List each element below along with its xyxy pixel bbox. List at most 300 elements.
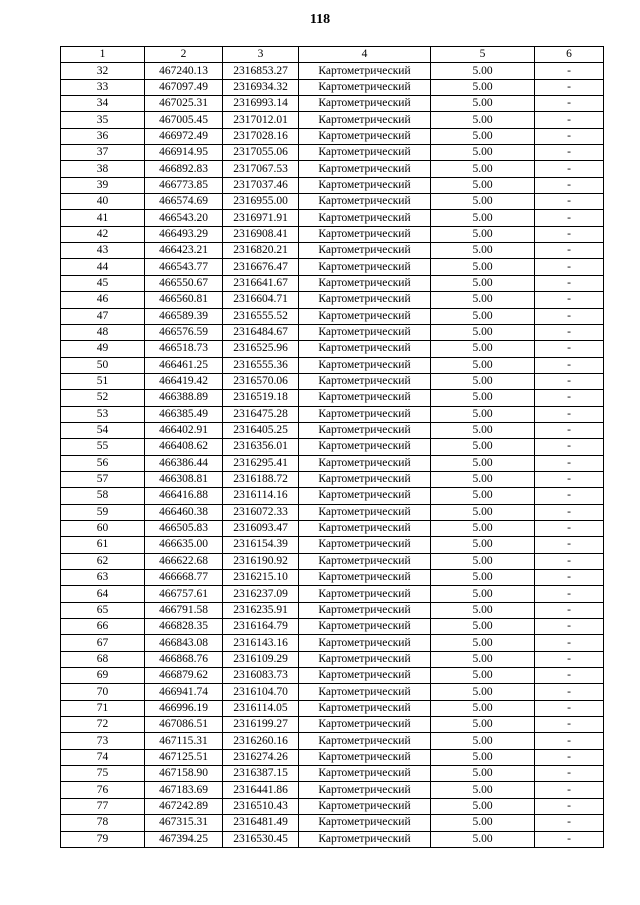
- table-cell: 5.00: [431, 161, 535, 177]
- table-cell: 2317037.46: [223, 177, 299, 193]
- table-header-row: [61, 47, 604, 63]
- table-cell: 63: [61, 570, 145, 586]
- table-cell: 43: [61, 243, 145, 259]
- table-cell: 5.00: [431, 733, 535, 749]
- table-cell: 5.00: [431, 815, 535, 831]
- table-cell: 5.00: [431, 259, 535, 275]
- table-cell: 467025.31: [145, 96, 223, 112]
- table-cell: 5.00: [431, 831, 535, 847]
- table-cell: -: [535, 815, 604, 831]
- table-cell: 5.00: [431, 292, 535, 308]
- table-cell: 5.00: [431, 602, 535, 618]
- table-cell: -: [535, 602, 604, 618]
- table-cell: 2316190.92: [223, 553, 299, 569]
- table-cell: 39: [61, 177, 145, 193]
- table-cell: 466574.69: [145, 194, 223, 210]
- table-cell: 5.00: [431, 128, 535, 144]
- table-cell: 67: [61, 635, 145, 651]
- table-cell: 5.00: [431, 798, 535, 814]
- table-cell: Картометрический: [299, 651, 431, 667]
- table-cell: 64: [61, 586, 145, 602]
- table-cell: 2316934.32: [223, 79, 299, 95]
- table-cell: Картометрический: [299, 194, 431, 210]
- table-cell: 466408.62: [145, 439, 223, 455]
- table-cell: Картометрический: [299, 128, 431, 144]
- table-cell: 2316274.26: [223, 749, 299, 765]
- table-cell: -: [535, 749, 604, 765]
- table-cell: 5.00: [431, 112, 535, 128]
- table-cell: -: [535, 341, 604, 357]
- table-cell: 44: [61, 259, 145, 275]
- table-row: [61, 161, 604, 177]
- table-cell: Картометрический: [299, 439, 431, 455]
- table-row: [61, 96, 604, 112]
- table-row: [61, 782, 604, 798]
- table-cell: Картометрический: [299, 422, 431, 438]
- table-cell: 2316295.41: [223, 455, 299, 471]
- table-cell: 5.00: [431, 390, 535, 406]
- table-cell: 38: [61, 161, 145, 177]
- table-cell: 466773.85: [145, 177, 223, 193]
- table-cell: 5.00: [431, 145, 535, 161]
- table-cell: 5.00: [431, 177, 535, 193]
- table-cell: 69: [61, 668, 145, 684]
- table-cell: -: [535, 439, 604, 455]
- table-cell: 2316215.10: [223, 570, 299, 586]
- table-cell: 467086.51: [145, 717, 223, 733]
- table-cell: Картометрический: [299, 488, 431, 504]
- table-cell: 2316820.21: [223, 243, 299, 259]
- table-cell: -: [535, 733, 604, 749]
- table-cell: -: [535, 292, 604, 308]
- table-cell: 2317055.06: [223, 145, 299, 161]
- table-cell: 2316555.52: [223, 308, 299, 324]
- table-cell: 466996.19: [145, 700, 223, 716]
- table-cell: 2316114.05: [223, 700, 299, 716]
- table-cell: -: [535, 79, 604, 95]
- table-cell: 467240.13: [145, 63, 223, 79]
- table-cell: Картометрический: [299, 619, 431, 635]
- table-cell: 35: [61, 112, 145, 128]
- table-cell: 5.00: [431, 357, 535, 373]
- table-cell: 5.00: [431, 488, 535, 504]
- table-row: [61, 357, 604, 373]
- table-row: [61, 684, 604, 700]
- table-row: [61, 63, 604, 79]
- table-cell: 5.00: [431, 700, 535, 716]
- table-cell: Картометрический: [299, 390, 431, 406]
- table-cell: 33: [61, 79, 145, 95]
- table-cell: 2316475.28: [223, 406, 299, 422]
- table-cell: 62: [61, 553, 145, 569]
- table-cell: 5.00: [431, 520, 535, 536]
- table-cell: Картометрический: [299, 259, 431, 275]
- table-cell: -: [535, 96, 604, 112]
- table-cell: 61: [61, 537, 145, 553]
- table-cell: Картометрический: [299, 145, 431, 161]
- column-header: 4: [299, 47, 431, 63]
- table-row: [61, 798, 604, 814]
- table-cell: -: [535, 668, 604, 684]
- table-row: [61, 112, 604, 128]
- table-cell: 50: [61, 357, 145, 373]
- table-row: [61, 406, 604, 422]
- table-cell: 466972.49: [145, 128, 223, 144]
- table-cell: Картометрический: [299, 112, 431, 128]
- table-row: [61, 422, 604, 438]
- table-cell: Картометрический: [299, 635, 431, 651]
- table-cell: 2316109.29: [223, 651, 299, 667]
- table-cell: 5.00: [431, 226, 535, 242]
- table-row: [61, 308, 604, 324]
- table-cell: 466791.58: [145, 602, 223, 618]
- table-cell: Картометрический: [299, 537, 431, 553]
- table-cell: 2316555.36: [223, 357, 299, 373]
- table-cell: Картометрический: [299, 553, 431, 569]
- table-cell: 467394.25: [145, 831, 223, 847]
- table-cell: 5.00: [431, 243, 535, 259]
- table-cell: 34: [61, 96, 145, 112]
- table-cell: Картометрический: [299, 324, 431, 340]
- table-cell: 2316570.06: [223, 373, 299, 389]
- table-body: [61, 63, 604, 848]
- table-cell: Картометрический: [299, 798, 431, 814]
- table-cell: 2316604.71: [223, 292, 299, 308]
- table-cell: 466550.67: [145, 275, 223, 291]
- table-cell: -: [535, 831, 604, 847]
- table-cell: 2316072.33: [223, 504, 299, 520]
- table-cell: -: [535, 161, 604, 177]
- table-cell: Картометрический: [299, 766, 431, 782]
- table-cell: 2316237.09: [223, 586, 299, 602]
- table-row: [61, 520, 604, 536]
- table-cell: 466386.44: [145, 455, 223, 471]
- table-cell: 5.00: [431, 63, 535, 79]
- table-cell: 5.00: [431, 553, 535, 569]
- table-cell: Картометрический: [299, 406, 431, 422]
- table-cell: -: [535, 112, 604, 128]
- table-row: [61, 553, 604, 569]
- table-cell: 2316154.39: [223, 537, 299, 553]
- table-cell: 466518.73: [145, 341, 223, 357]
- table-cell: -: [535, 520, 604, 536]
- table-cell: 79: [61, 831, 145, 847]
- table-cell: 54: [61, 422, 145, 438]
- table-cell: -: [535, 226, 604, 242]
- table-row: [61, 79, 604, 95]
- table-row: [61, 700, 604, 716]
- table-cell: -: [535, 194, 604, 210]
- table-cell: Картометрический: [299, 455, 431, 471]
- table-cell: 72: [61, 717, 145, 733]
- table-cell: 5.00: [431, 537, 535, 553]
- table-cell: 2316908.41: [223, 226, 299, 242]
- table-cell: 5.00: [431, 635, 535, 651]
- table-cell: Картометрический: [299, 684, 431, 700]
- table-cell: 53: [61, 406, 145, 422]
- table-row: [61, 243, 604, 259]
- table-cell: 46: [61, 292, 145, 308]
- page-number: 118: [309, 12, 331, 27]
- table-cell: -: [535, 324, 604, 340]
- table-cell: 2316164.79: [223, 619, 299, 635]
- table-cell: 467005.45: [145, 112, 223, 128]
- table-cell: Картометрический: [299, 570, 431, 586]
- table-cell: 2316853.27: [223, 63, 299, 79]
- coordinates-table: [60, 46, 604, 848]
- table-cell: 5.00: [431, 406, 535, 422]
- table-cell: 2316676.47: [223, 259, 299, 275]
- table-cell: Картометрический: [299, 504, 431, 520]
- table-row: [61, 341, 604, 357]
- table-cell: 40: [61, 194, 145, 210]
- table-cell: 59: [61, 504, 145, 520]
- table-cell: Картометрический: [299, 373, 431, 389]
- table-cell: 5.00: [431, 373, 535, 389]
- table-cell: 467097.49: [145, 79, 223, 95]
- table-cell: -: [535, 488, 604, 504]
- table-cell: 467115.31: [145, 733, 223, 749]
- table-cell: -: [535, 243, 604, 259]
- table-cell: 2316387.15: [223, 766, 299, 782]
- table-cell: 2316093.47: [223, 520, 299, 536]
- table-cell: -: [535, 537, 604, 553]
- table-cell: 466622.68: [145, 553, 223, 569]
- table-cell: Картометрический: [299, 275, 431, 291]
- table-row: [61, 275, 604, 291]
- table-cell: -: [535, 63, 604, 79]
- table-cell: 466914.95: [145, 145, 223, 161]
- table-cell: 36: [61, 128, 145, 144]
- table-cell: 45: [61, 275, 145, 291]
- table-cell: 467158.90: [145, 766, 223, 782]
- table-cell: 2316484.67: [223, 324, 299, 340]
- table-cell: 57: [61, 471, 145, 487]
- table-cell: 5.00: [431, 79, 535, 95]
- table-row: [61, 717, 604, 733]
- table-cell: 466308.81: [145, 471, 223, 487]
- table-cell: 467315.31: [145, 815, 223, 831]
- table-cell: 2316525.96: [223, 341, 299, 357]
- table-cell: 49: [61, 341, 145, 357]
- table-cell: 56: [61, 455, 145, 471]
- table-cell: 73: [61, 733, 145, 749]
- table-cell: -: [535, 766, 604, 782]
- table-cell: 466757.61: [145, 586, 223, 602]
- table-cell: 2316441.86: [223, 782, 299, 798]
- table-cell: -: [535, 259, 604, 275]
- table-cell: 467242.89: [145, 798, 223, 814]
- table-cell: 2316356.01: [223, 439, 299, 455]
- table-cell: 466589.39: [145, 308, 223, 324]
- table-cell: 75: [61, 766, 145, 782]
- table-row: [61, 831, 604, 847]
- table-row: [61, 373, 604, 389]
- table-cell: -: [535, 275, 604, 291]
- table-cell: 37: [61, 145, 145, 161]
- column-header: 6: [535, 47, 604, 63]
- table-cell: Картометрический: [299, 292, 431, 308]
- table-cell: 47: [61, 308, 145, 324]
- table-cell: 466668.77: [145, 570, 223, 586]
- table-cell: -: [535, 782, 604, 798]
- table-cell: 2316519.18: [223, 390, 299, 406]
- table-cell: 2316993.14: [223, 96, 299, 112]
- table-row: [61, 619, 604, 635]
- table-row: [61, 145, 604, 161]
- table-cell: 60: [61, 520, 145, 536]
- table-row: [61, 455, 604, 471]
- table-row: [61, 537, 604, 553]
- table-cell: Картометрический: [299, 815, 431, 831]
- table-row: [61, 439, 604, 455]
- table-row: [61, 292, 604, 308]
- table-cell: -: [535, 406, 604, 422]
- table-cell: 5.00: [431, 194, 535, 210]
- table-cell: 5.00: [431, 782, 535, 798]
- table-cell: Картометрический: [299, 177, 431, 193]
- table-cell: -: [535, 422, 604, 438]
- table-cell: 2316083.73: [223, 668, 299, 684]
- table-cell: 466941.74: [145, 684, 223, 700]
- table-cell: 466560.81: [145, 292, 223, 308]
- table-cell: 2317028.16: [223, 128, 299, 144]
- table-cell: -: [535, 471, 604, 487]
- table-cell: Картометрический: [299, 161, 431, 177]
- table-cell: 466879.62: [145, 668, 223, 684]
- table-cell: Картометрический: [299, 782, 431, 798]
- table-cell: 5.00: [431, 651, 535, 667]
- table-cell: 466843.08: [145, 635, 223, 651]
- table-row: [61, 733, 604, 749]
- table-cell: 466388.89: [145, 390, 223, 406]
- table-cell: 48: [61, 324, 145, 340]
- table-cell: 5.00: [431, 570, 535, 586]
- table-cell: 466543.77: [145, 259, 223, 275]
- table-cell: -: [535, 619, 604, 635]
- table-cell: 5.00: [431, 717, 535, 733]
- table-cell: Картометрический: [299, 308, 431, 324]
- table-cell: 51: [61, 373, 145, 389]
- table-cell: 77: [61, 798, 145, 814]
- table-cell: 5.00: [431, 422, 535, 438]
- table-cell: 466416.88: [145, 488, 223, 504]
- table-cell: 74: [61, 749, 145, 765]
- table-row: [61, 471, 604, 487]
- table-cell: Картометрический: [299, 733, 431, 749]
- table-cell: 52: [61, 390, 145, 406]
- table-cell: 2316510.43: [223, 798, 299, 814]
- table-row: [61, 226, 604, 242]
- table-row: [61, 504, 604, 520]
- table-cell: 41: [61, 210, 145, 226]
- table-cell: 466460.38: [145, 504, 223, 520]
- table-cell: 71: [61, 700, 145, 716]
- table-cell: -: [535, 798, 604, 814]
- table-row: [61, 749, 604, 765]
- table-row: [61, 210, 604, 226]
- table-row: [61, 570, 604, 586]
- table-cell: 2316143.16: [223, 635, 299, 651]
- table-cell: -: [535, 128, 604, 144]
- table-cell: 5.00: [431, 586, 535, 602]
- table-cell: Картометрический: [299, 63, 431, 79]
- table-cell: 5.00: [431, 308, 535, 324]
- table-cell: 2317067.53: [223, 161, 299, 177]
- table-cell: 466828.35: [145, 619, 223, 635]
- table-cell: 5.00: [431, 96, 535, 112]
- table-cell: 466543.20: [145, 210, 223, 226]
- table-cell: -: [535, 177, 604, 193]
- table-cell: 55: [61, 439, 145, 455]
- table-cell: Картометрический: [299, 668, 431, 684]
- table-row: [61, 390, 604, 406]
- table-row: [61, 488, 604, 504]
- table-cell: Картометрический: [299, 602, 431, 618]
- table-cell: Картометрический: [299, 96, 431, 112]
- table-cell: 65: [61, 602, 145, 618]
- table-cell: 58: [61, 488, 145, 504]
- table-cell: -: [535, 357, 604, 373]
- table-cell: 2316971.91: [223, 210, 299, 226]
- table-cell: 467183.69: [145, 782, 223, 798]
- table-cell: -: [535, 308, 604, 324]
- table-cell: 2316235.91: [223, 602, 299, 618]
- table-cell: Картометрический: [299, 586, 431, 602]
- table-cell: 2316405.25: [223, 422, 299, 438]
- table-cell: Картометрический: [299, 471, 431, 487]
- table-cell: 66: [61, 619, 145, 635]
- table-cell: -: [535, 570, 604, 586]
- table-cell: -: [535, 684, 604, 700]
- table-cell: Картометрический: [299, 210, 431, 226]
- table-row: [61, 324, 604, 340]
- table-row: [61, 602, 604, 618]
- table-cell: 5.00: [431, 766, 535, 782]
- table-cell: 466402.91: [145, 422, 223, 438]
- table-row: [61, 128, 604, 144]
- table-cell: 2316955.00: [223, 194, 299, 210]
- table-cell: -: [535, 586, 604, 602]
- table-cell: 466868.76: [145, 651, 223, 667]
- table-cell: 68: [61, 651, 145, 667]
- table-cell: 466576.59: [145, 324, 223, 340]
- column-header: 2: [145, 47, 223, 63]
- table-cell: -: [535, 210, 604, 226]
- table-cell: -: [535, 700, 604, 716]
- table-cell: Картометрический: [299, 749, 431, 765]
- table-cell: -: [535, 635, 604, 651]
- table-cell: Картометрический: [299, 831, 431, 847]
- table-cell: 78: [61, 815, 145, 831]
- column-header: 1: [61, 47, 145, 63]
- column-header: 3: [223, 47, 299, 63]
- table-row: [61, 766, 604, 782]
- table-cell: 5.00: [431, 619, 535, 635]
- table-cell: 466505.83: [145, 520, 223, 536]
- table-cell: Картометрический: [299, 226, 431, 242]
- table-cell: 2316260.16: [223, 733, 299, 749]
- table-cell: Картометрический: [299, 79, 431, 95]
- table-cell: -: [535, 455, 604, 471]
- table-cell: 2316641.67: [223, 275, 299, 291]
- table-cell: 70: [61, 684, 145, 700]
- table-row: [61, 194, 604, 210]
- table-cell: 2316114.16: [223, 488, 299, 504]
- table-cell: Картометрический: [299, 717, 431, 733]
- table-cell: Картометрический: [299, 357, 431, 373]
- table-cell: 76: [61, 782, 145, 798]
